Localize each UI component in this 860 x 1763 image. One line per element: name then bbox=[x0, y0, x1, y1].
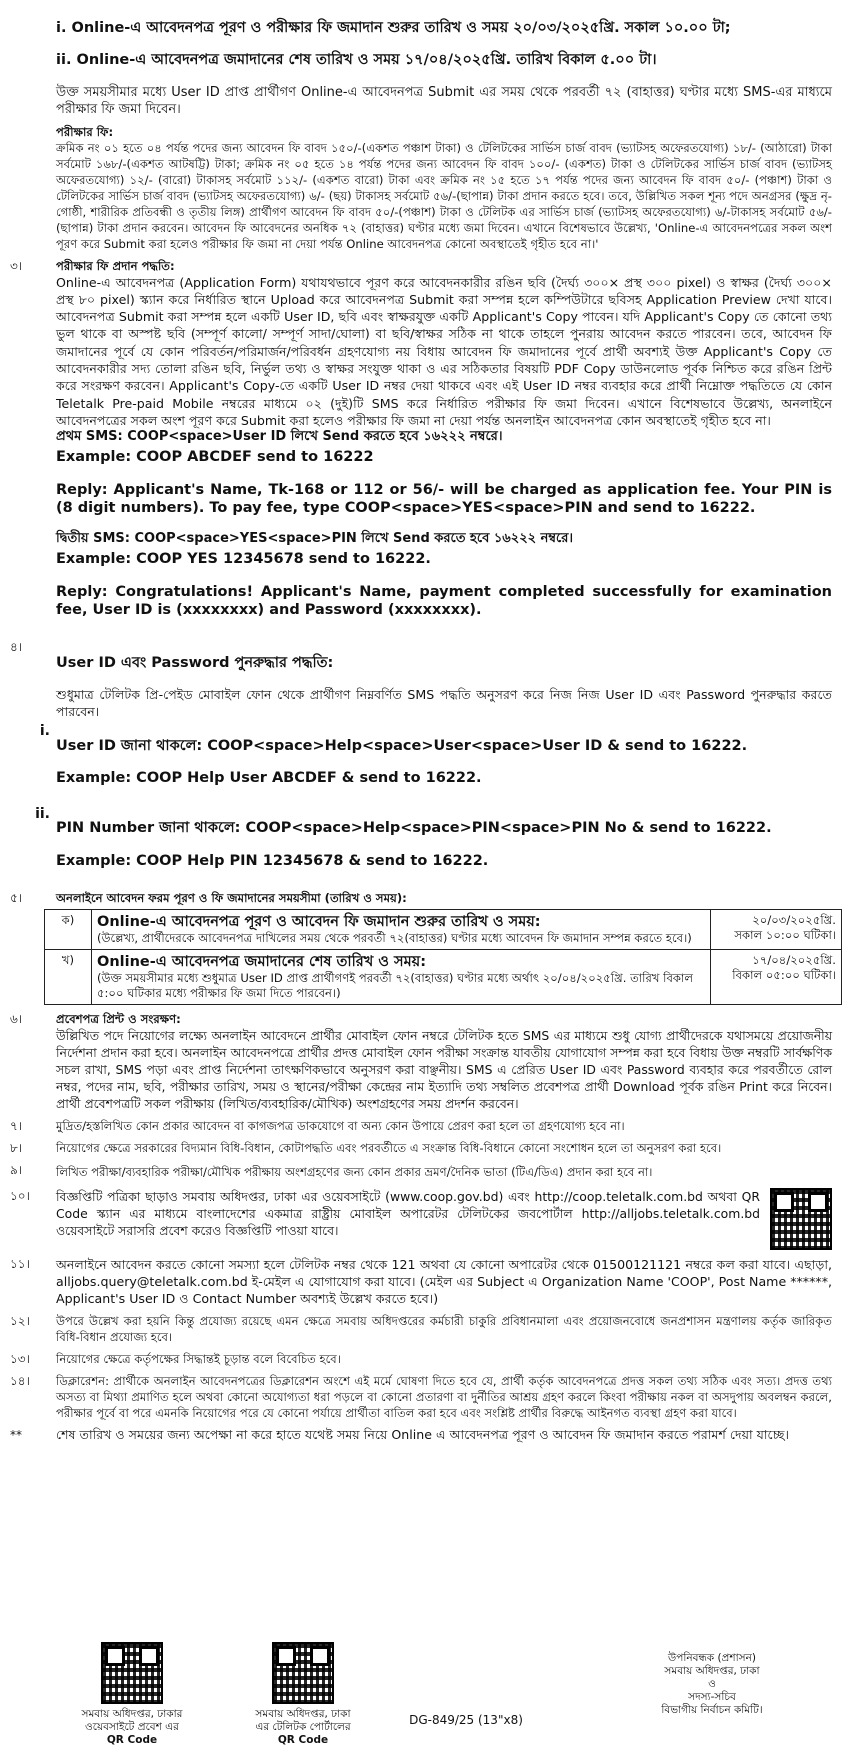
row-datetime bbox=[711, 950, 842, 1005]
section-5 bbox=[10, 890, 832, 906]
section-heading: প্রবেশপত্র প্রিন্ট ও সংরক্ষণ: bbox=[56, 1012, 181, 1027]
section-text: ডিক্লারেশন: প্রার্থীকে অনলাইন আবেদনপত্রের ডিক্লারেশন অংশে এই মর্মে ঘোষণা দিতে হবে যে, প্রার্থী কর্তৃক আবেদনপত্রে প্রদত্ত সকল তথ্য সঠিক এবং সত্য। প্রদত্ত তথ্য অসত্য বা মিথ্যা প্রমাণিত হলে অথবা কোনো অযোগ্যতা ধরা পড়লে বা কোনো প্রতারণা বা দুর্নীতির আশ্রয় গ্রহণ করলে কিংবা পরীক্ষায় নকল বা অসদুপায় অবলম্বন করলে, পরীক্ষার পূর্বে বা পরে এমনকি নিয়োগের পরে যে কোনো পর্যায়ে প্রার্থীতা বাতিল করা হবে এবং সংশ্লিষ্ট প্রার্থীর বিরুদ্ধে আইনগত ব্যবস্থা গ্রহণ করা যাবে। bbox=[56, 1374, 832, 1421]
section-text: উপরে উল্লেখ করা হয়নি কিন্তু প্রযোজ্য রয়েছে এমন ক্ষেত্রে সমবায় অধিদপ্তরের কর্মচারী চাকুরি প্রবিধানমালা এবং প্রয়োজনবোধে জনপ্রশাসন মন্ত্রণালয় কর্তৃক জারিকৃত বিধি-বিধান প্রযোজ্য হবে। bbox=[56, 1314, 832, 1345]
row-title: Online-এ আবেদনপত্র পূরণ ও আবেদন ফি জমাদান শুরুর তারিখ ও সময়: bbox=[97, 914, 541, 931]
section-9 bbox=[10, 1162, 832, 1182]
row-note: (উল্লেখ্য, প্রার্থীদেরকে আবেদনপত্র দাখিলের সময় থেকে পরবর্তী ৭২(বাহাত্তর) ঘণ্টার মধ্যে আবেদন ফি জমাদান সম্পন্ন করতে হবে।) bbox=[97, 931, 692, 946]
section-4 bbox=[10, 639, 832, 720]
fee-text: ক্রমিক নং ০১ হতে ০৪ পর্যন্ত পদের জন্য আবেদন ফি বাবদ ১৫০/-(একশত পঞ্চাশ টাকা) ও টেলিটকের সার্ভিস চার্জ বাবদ (ভ্যাটসহ অফেরতযোগ্য) ১৮/- (আঠারো) টাকা সর্বমোট ১৬৮/-(একশত আটষট্টি) টাকা; ক্রমিক নং ০৫ হতে ১৪ পর্যন্ত পদের জন্য আবেদন ফি বাবদ ১০০/- (একশত) টাকা ও টেলিটকের সার্ভিস চার্জ বাবদ (ভ্যাটসহ অফেরতযোগ্য) ১২/- (বারো) টাকাসহ সর্বমোট ১১২/- (একশত বারো) টাকা এবং ক্রমিক নং ১৫ হতে ১৭ পর্যন্ত পদের জন্য আবেদন ফি বাবদ ৫০/- (পঞ্চাশ) টাকা ও টেলিটকের সার্ভিস চার্জ বাবদ (ভ্যাটসহ অফেরতযোগ্য) ৬/- (ছয়) টাকাসহ সর্বমোট ৫৬/-(ছাপান্ন) টাকা প্রদান করতে হবে। তবে, উল্লিখিত সকল শূন্য পদে অনগ্রসর (ক্ষুদ্র নৃ-গোষ্ঠী, শারীরিক প্রতিবন্ধী ও তৃতীয় লিঙ্গ) প্রার্থীগণ আবেদন ফি বাবদ ৫০/-(পঞ্চাশ) টাকা ও টেলিটক এর সার্ভিস চার্জ (ভ্যাটসহ অফেরতযোগ্য) ৬/-টাকাসহ সর্বমোট ৫৬/-(ছাপান্ন) টাকা প্রদান করবেন। আবেদন ফি আবেদনের অনধিক ৭২ (বাহাত্তর) ঘণ্টার মধ্যে জমা দিবেন। এখানে বিশেষভাবে উল্লেখ্য, 'Online-এ আবেদনপত্রের সকল অংশ পূরণ করে Submit করা হলেও পরীক্ষার ফি জমা না দেয়া পর্যন্ত Online আবেদনপত্র কোনো অবস্থাতেই গৃহীত হবে না।' bbox=[56, 140, 832, 251]
signature-line: সমবায় অধিদপ্তর, ঢাকা bbox=[664, 1665, 760, 1677]
section-text: লিখিত পরীক্ষা/ব্যবহারিক পরীক্ষা/মৌখিক পরীক্ষায় অংশগ্রহণের জন্য কোন প্রকার ভ্রমণ/দৈনিক ভাতা (টিএ/ডিএ) প্রদান করা হবে না। bbox=[56, 1165, 653, 1180]
row-label: ক) bbox=[45, 910, 92, 950]
signature-block bbox=[642, 1652, 782, 1717]
note-text: শেষ তারিখ ও সময়ের জন্য অপেক্ষা না করে হাতে যথেষ্ট সময় নিয়ে Online এ আবেদনপত্র পূরণ ও আবেদন ফি জমাদান করতে পরামর্শ দেয়া যাচ্ছে। bbox=[56, 1427, 790, 1443]
qr-code-icon bbox=[101, 1642, 163, 1704]
footer bbox=[0, 1642, 860, 1762]
recovery-item-i bbox=[10, 722, 832, 802]
section-12 bbox=[10, 1313, 832, 1345]
row-time: বিকাল ০৫:০০ ঘটিকা। bbox=[732, 968, 836, 983]
signature-line: উপনিবন্ধক (প্রশাসন) bbox=[668, 1652, 756, 1664]
intro-line-ii: ii. Online-এ আবেদনপত্র জমাদানের শেষ তারিখ ও সময় ১৭/০৪/২০২৫খ্রি. তারিখ বিকাল ৫.০০ টা। bbox=[56, 52, 657, 68]
row-time: সকাল ১০:০০ ঘটিকা। bbox=[734, 928, 836, 943]
sms2-example: Example: COOP YES 12345678 send to 16222. bbox=[56, 551, 431, 568]
section-number: ১০। bbox=[10, 1189, 30, 1204]
recovery-instruction: PIN Number জানা থাকলে: COOP<space>Help<space>PIN<space>PIN No & send to 16222. bbox=[56, 820, 772, 837]
section-heading: অনলাইনে আবেদন ফরম পূরণ ও ফি জমাদানের সময়সীমা (তারিখ ও সময়): bbox=[56, 891, 407, 906]
qr-block-teletalk bbox=[238, 1642, 368, 1747]
section-number: ১৪। bbox=[10, 1374, 30, 1389]
section-8 bbox=[10, 1140, 832, 1156]
section-text: বিজ্ঞপ্তিটি পত্রিকা ছাড়াও সমবায় অধিদপ্তর, ঢাকা এর ওয়েবসাইটে (www.coop.gov.bd) এবং http://coop.teletalk.com.bd অথবা QR Code স্ক্যান এর মাধ্যমে বাংলাদেশের একমাত্র রাষ্ট্রীয় মোবাইল অপারেটর টেলিটকের জবপোর্টাল http://alljobs.teletalk.com.bd ওয়েবসাইটে সরাসরি প্রবেশ করেও বিজ্ঞপ্তিটি পাওয়া যাবে। bbox=[56, 1189, 760, 1239]
section-number: ৯। bbox=[10, 1163, 23, 1178]
table-row bbox=[45, 910, 842, 950]
qr-caption: সমবায় অধিদপ্তর, ঢাকার bbox=[81, 1708, 183, 1720]
section-paragraph: শুধুমাত্র টেলিটক প্রি-পেইড মোবাইল ফোন থেকে প্রার্থীগণ নিম্নবর্ণিত SMS পদ্ধতি অনুসরণ করে নিজ নিজ User ID এবং Password পুনরুদ্ধার করতে পারবেন। bbox=[56, 687, 832, 720]
row-date: ২০/০৩/২০২৫খ্রি. bbox=[752, 913, 836, 928]
row-note: (উক্ত সময়সীমার মধ্যে শুধুমাত্র User ID প্রাপ্ত প্রার্থীগণই পরবর্তী ৭২(বাহাত্তর) ঘণ্টার মধ্যে অর্থাৎ ২০/০৪/২০২৫খ্রি. তারিখ বিকাল ৫:০০ ঘটিকার মধ্যে পরীক্ষার ফি জমা দিতে পারবেন।) bbox=[97, 971, 694, 1001]
qr-caption: সমবায় অধিদপ্তর, ঢাকা bbox=[255, 1708, 351, 1720]
intro-note: উক্ত সময়সীমার মধ্যে User ID প্রাপ্ত প্রার্থীগণ Online-এ আবেদনপত্র Submit এর সময় থেকে পরবর্তী ৭২ (বাহাত্তর) ঘণ্টার মধ্যে SMS-এর মাধ্যমে পরীক্ষার ফি জমা দিবেন। bbox=[56, 84, 832, 117]
intro-line-i: i. Online-এ আবেদনপত্র পূরণ ও পরীক্ষার ফি জমাদান শুরুর তারিখ ও সময় ২০/০৩/২০২৫খ্রি. সকাল ১০.০০ টা; bbox=[56, 19, 731, 36]
section-number: ৩। bbox=[10, 258, 23, 273]
section-3 bbox=[10, 258, 832, 634]
section-text: নিয়োগের ক্ষেত্রে কর্তৃপক্ষের সিদ্ধান্তই চূড়ান্ত বলে বিবেচিত হবে। bbox=[56, 1352, 341, 1367]
qr-caption: QR Code bbox=[277, 1734, 329, 1746]
fee-section bbox=[10, 124, 832, 252]
section-text: নিয়োগের ক্ষেত্রে সরকারের বিদ্যমান বিধি-বিধান, কোটাপদ্ধতি এবং পরবর্তীতে এ সংক্রান্ত বিধি-বিধানে কোনো সংশোধন হলে তা অনুসরণ করা হবে। bbox=[56, 1141, 722, 1156]
section-7 bbox=[10, 1118, 832, 1134]
section-number: ৭। bbox=[10, 1119, 23, 1134]
section-number: ১২। bbox=[10, 1314, 30, 1329]
schedule-table bbox=[44, 909, 842, 1005]
section-number: ৪। bbox=[10, 640, 23, 655]
section-number: ১৩। bbox=[10, 1352, 30, 1367]
row-label: খ) bbox=[45, 950, 92, 1005]
qr-caption: QR Code bbox=[106, 1734, 158, 1746]
section-13 bbox=[10, 1351, 832, 1367]
section-number: ৫। bbox=[10, 891, 23, 906]
section-paragraph: Online-এ আবেদনপত্র (Application Form) যথাযথভাবে পূরণ করে আবেদনকারীর রঙিন ছবি (দৈর্ঘ্য ৩০০× প্রস্থ ৩০০ pixel) ও স্বাক্ষর (দৈর্ঘ্য ৩০০× প্রস্থ ৮০ pixel) স্ক্যান করে নির্ধারিত স্থানে Upload করে আবেদনপত্র Submit করা সম্পন্ন হলে কম্পিউটারে ছবিসহ Application Preview দেখা যাবে। আবেদনপত্র Submit করা সম্পন্ন হলে একটি User ID, ছবি এবং স্বাক্ষরযুক্ত একটি Applicant's Copy পাবেন। যদি Applicant's Copy তে কোনো তথ্য ভুল থাকে বা অস্পষ্ট ছবি (সম্পূর্ণ কালো/ সম্পূর্ণ সাদা/ঘোলা) বা ছবি/স্বাক্ষর সঠিক না থাকে তাহলে পুনরায় আবেদন করতে পারবেন। তবে, আবেদন ফি জমাদানের পূর্বে যে কোন পরিবর্তন/পরিমার্জন/পরিবর্ধন গ্রহণযোগ্য নয় বিধায় আবেদন ফি জমাদানের পূর্বে প্রার্থী অবশ্যই উক্ত Applicant's Copy তে আবেদনকারীর সদ্য তোলা রঙিন ছবি, নির্ভুল তথ্য ও স্বাক্ষর সংযুক্ত থাকা ও এর সঠিকতার বিষয়টি PDF Copy ডাউনলোড পূর্বক নিশ্চিত করে রঙিন প্রিন্ট করে সংরক্ষণ করবেন। Applicant's Copy-তে একটি User ID নম্বর দেয়া থাকবে এবং এই User ID নম্বর ব্যবহার করে প্রার্থী নিম্নোক্ত পদ্ধতিতে যে কোন Teletalk Pre-paid Mobile নম্বরের মাধ্যমে ০২ (দুই)টি SMS করে নির্ধারিত পরীক্ষার ফি জমা দিবেন। এখানে বিশেষভাবে উল্লেখ্য, অনলাইনে আবেদনপত্রের সকল অংশ পূরণ করে Submit করা হলেও পরীক্ষার ফি জমা না দেয়া পর্যন্ত অনলাইন আবেদনপত্র কোন অবস্থাতেই গৃহীত হবে না। bbox=[56, 274, 832, 428]
section-6 bbox=[10, 1011, 832, 1112]
sms1-example: Example: COOP ABCDEF send to 16222 bbox=[56, 449, 374, 466]
sms2-instruction: দ্বিতীয় SMS: COOP<space>YES<space>PIN লিখে Send করতে হবে ১৬২২২ নম্বরে। bbox=[56, 531, 574, 547]
section-text: মুদ্রিত/হস্তলিখিত কোন প্রকার আবেদন বা কাগজপত্র ডাকযোগে বা অন্য কোন উপায়ে প্রেরণ করা হলে তা গ্রহণযোগ্য হবে না। bbox=[56, 1119, 625, 1134]
signature-line: বিভাগীয় নির্বাচন কমিটি। bbox=[661, 1704, 763, 1716]
recovery-instruction: User ID জানা থাকলে: COOP<space>Help<space>User<space>User ID & send to 16222. bbox=[56, 737, 748, 754]
qr-caption: এর টেলিটক পোর্টালের bbox=[255, 1721, 351, 1733]
row-title: Online-এ আবেদনপত্র জমাদানের শেষ তারিখ ও সময়: bbox=[97, 954, 427, 971]
row-description bbox=[92, 910, 711, 950]
signature-line: ও bbox=[708, 1678, 716, 1690]
sms1-reply: Reply: Applicant's Name, Tk-168 or 112 or 56/- will be charged as application fee. Your PIN is (8 digit numbers). To pay fee, type COOP<space>YES<space>PIN and send to 16222. bbox=[56, 481, 832, 516]
dg-number: DG-849/25 (13"x8) bbox=[409, 1713, 523, 1727]
recovery-item-ii bbox=[10, 805, 832, 885]
sms1-instruction: প্রথম SMS: COOP<space>User ID লিখে Send করতে হবে ১৬২২২ নম্বরে। bbox=[56, 429, 503, 445]
note-mark: ** bbox=[10, 1428, 22, 1443]
fee-heading: পরীক্ষার ফি: bbox=[56, 124, 114, 139]
closing-note bbox=[10, 1427, 832, 1443]
section-number: ৮। bbox=[10, 1141, 23, 1156]
section-number: ১১। bbox=[10, 1257, 30, 1272]
row-description bbox=[92, 950, 711, 1005]
section-heading: User ID এবং Password পুনরুদ্ধার পদ্ধতি: bbox=[56, 654, 334, 671]
section-14 bbox=[10, 1373, 832, 1421]
section-10 bbox=[10, 1188, 832, 1250]
sms2-reply: Reply: Congratulations! Applicant's Name, payment completed successfully for examination fee, User ID is (xxxxxxxx) and Password (xxxxxxxx). bbox=[56, 583, 832, 618]
qr-block-website bbox=[72, 1642, 192, 1747]
section-11 bbox=[10, 1256, 832, 1307]
signature-line: সদস্য-সচিব bbox=[688, 1691, 736, 1703]
section-heading: পরীক্ষার ফি প্রদান পদ্ধতি: bbox=[56, 258, 175, 273]
recovery-example: Example: COOP Help PIN 12345678 & send to 16222. bbox=[56, 852, 489, 869]
item-number: i. bbox=[39, 723, 50, 740]
row-datetime bbox=[711, 910, 842, 950]
qr-caption: ওয়েবসাইটে প্রবেশ এর bbox=[85, 1721, 179, 1733]
row-date: ১৭/০৪/২০২৫খ্রি. bbox=[752, 953, 836, 968]
section-number: ৬। bbox=[10, 1012, 23, 1027]
section-text: অনলাইনে আবেদন করতে কোনো সমস্যা হলে টেলিটক নম্বর থেকে 121 অথবা যে কোনো অপারেটর থেকে 01500121121 নম্বরে কল করা যাবে। এছাড়া, alljobs.query@teletalk.com.bd ই-মেইল এ যোগাযোগ করা যাবে। (মেইল এর Subject এ Organization Name 'COOP', Post Name ******, Applicant's User ID ও Contact Number অবশ্যই উল্লেখ করতে হবে।) bbox=[56, 1257, 832, 1307]
table-row bbox=[45, 950, 842, 1005]
recovery-example: Example: COOP Help User ABCDEF & send to 16222. bbox=[56, 770, 482, 787]
qr-code-icon bbox=[770, 1188, 832, 1250]
section-paragraph: উল্লিখিত পদে নিয়োগের লক্ষ্যে অনলাইন আবেদনে প্রার্থীর মোবাইল ফোন নম্বরে টেলিটক হতে SMS এর মাধ্যমে শুধু যোগ্য প্রার্থীদেরকে যথাসময়ে প্রয়োজনীয় নির্দেশনা প্রদান করা হবে। অনলাইন আবেদনপত্রে প্রার্থীর প্রদত্ত মোবাইল ফোন পরীক্ষা সংক্রান্ত যাবতীয় যোগাযোগ সম্পন্ন করা হবে বিধায় উক্ত নম্বরটি সার্বক্ষণিক সচল রাখা, SMS পড়া এবং প্রাপ্ত নির্দেশনা তাৎক্ষণিকভাবে অনুসরণ করা বাঞ্ছনীয়। SMS এ প্রেরিত User ID এবং Password ব্যবহার করে পরবর্তীতে রোল নম্বর, পদের নাম, ছবি, পরীক্ষার তারিখ, সময় ও স্থানের/পরীক্ষা কেন্দ্রের নাম ইত্যাদি তথ্য সম্বলিত প্রবেশপত্র প্রার্থী Download পূর্বক রঙিন Print করে নিবেন। প্রার্থী প্রবেশপত্রটি সকল পরীক্ষায় (লিখিত/ব্যবহারিক/মৌখিক) অংশগ্রহণের সময় প্রদর্শন করবেন। bbox=[56, 1028, 832, 1112]
qr-code-icon bbox=[272, 1642, 334, 1704]
item-number: ii. bbox=[35, 805, 50, 822]
